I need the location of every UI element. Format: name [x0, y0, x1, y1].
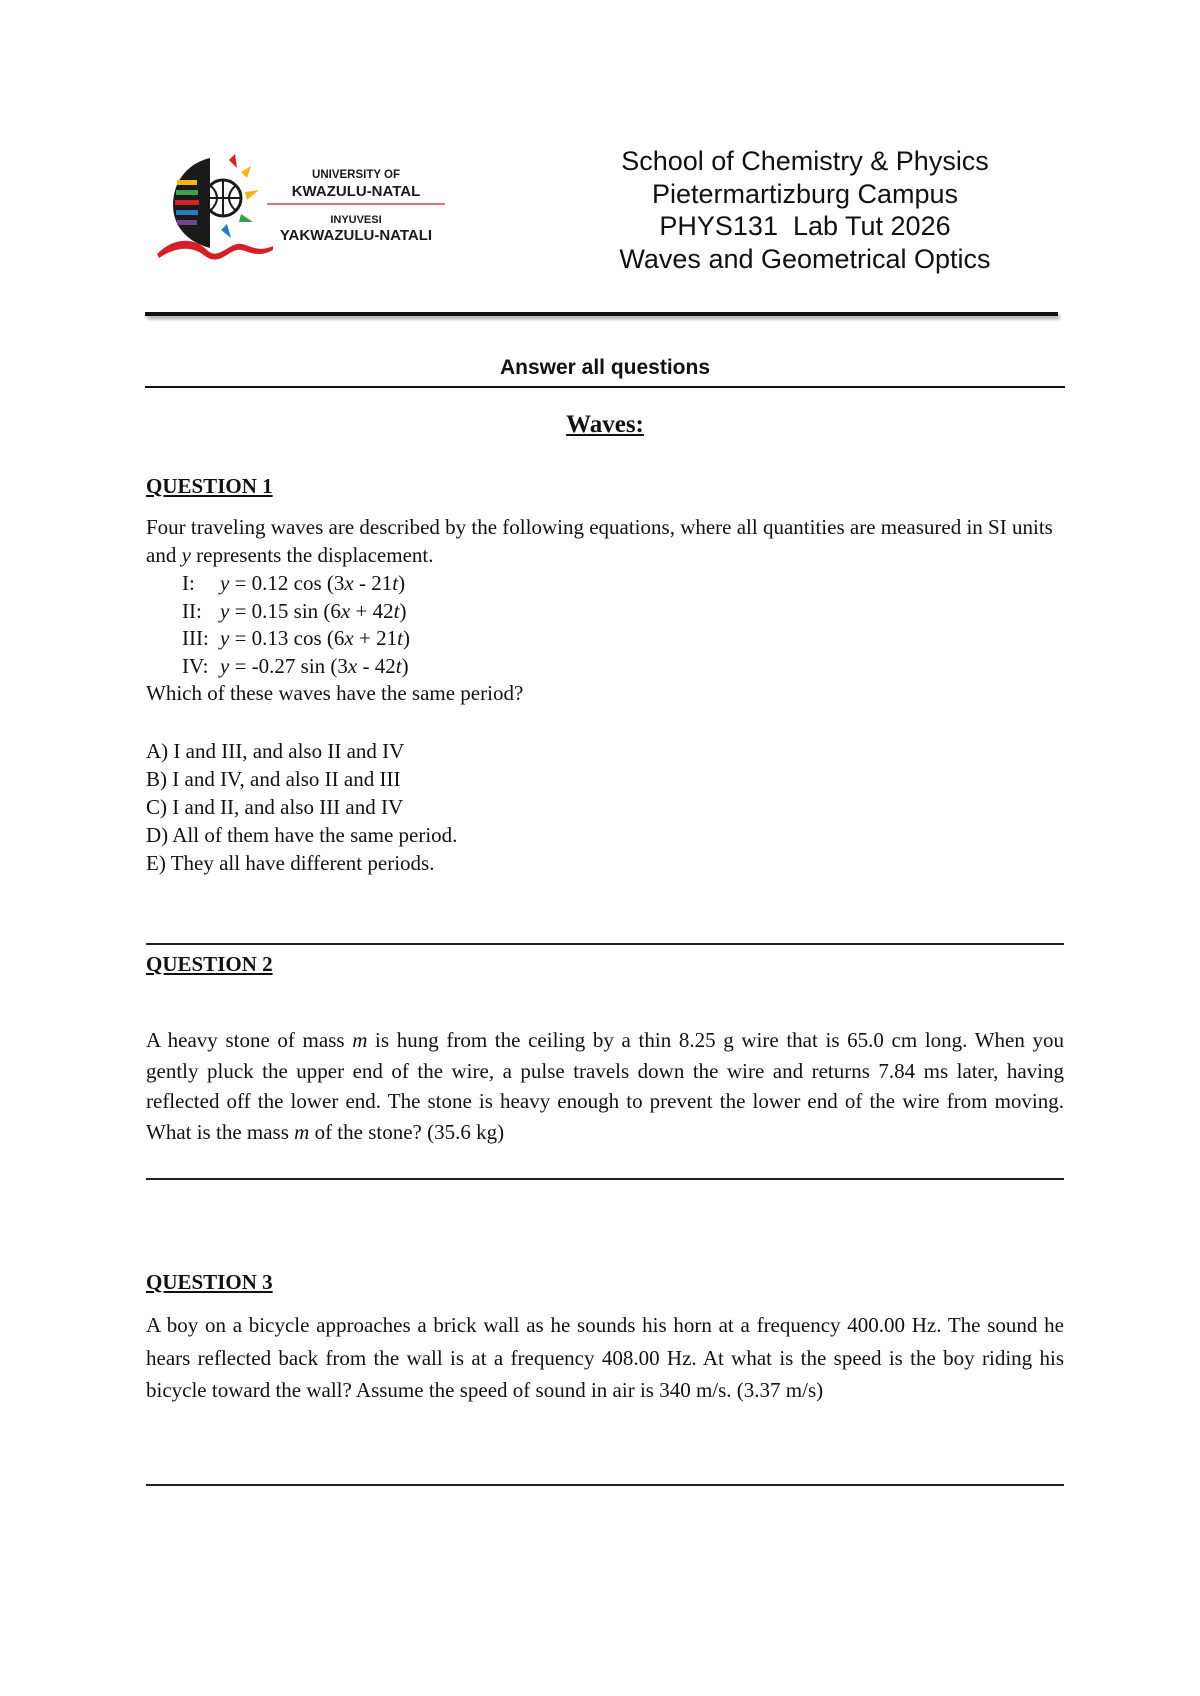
university-logo	[155, 150, 445, 268]
logo-line2: KWAZULU-NATAL	[291, 183, 421, 200]
course-title: PHYS131 Lab Tut 2026	[659, 211, 951, 241]
logo-line1: UNIVERSITY OF	[312, 169, 400, 181]
answer-option: A) I and III, and also II and IV	[146, 739, 405, 763]
section-title: Waves:	[566, 411, 644, 438]
question-2-text: A heavy stone of mass m is hung from the ceiling by a thin 8.25 g wire that is 65.0 cm long. When you gently pluck the upper end of the wire, a pulse travels down the wire and returns 7.84 ms later, having reflected off the lower end. The stone is heavy enough to prevent the lower end of the wire from moving. What is the mass m of the stone? (35.6 kg)	[146, 1028, 1064, 1144]
topic-title: Waves and Geometrical Optics	[619, 243, 991, 274]
logo-bar	[176, 210, 198, 215]
q1-intro-b: represents the displacement.	[190, 543, 434, 567]
instruction-divider	[145, 386, 1065, 388]
question-divider	[146, 943, 1064, 945]
header-divider	[145, 312, 1058, 316]
question-divider	[146, 1484, 1064, 1486]
logo-ray	[221, 224, 231, 238]
question-1-equations	[182, 570, 410, 681]
logo-ray	[229, 154, 237, 168]
logo-line4: YAKWAZULU-NATALI	[279, 227, 433, 244]
answer-option: E) They all have different periods.	[146, 851, 435, 875]
logo-bar	[176, 190, 198, 195]
logo-bar	[177, 220, 197, 225]
logo-ray	[239, 214, 253, 222]
question-1-options	[146, 737, 457, 877]
logo-swoosh	[157, 241, 273, 260]
question-1-intro	[146, 513, 1064, 569]
logo-ray	[241, 166, 251, 178]
instruction-text: Answer all questions	[499, 356, 711, 379]
logo-ray	[245, 190, 259, 200]
answer-option: C) I and II, and also III and IV	[146, 795, 404, 819]
logo-bar	[177, 180, 197, 185]
question-1-prompt: Which of these waves have the same period?	[146, 681, 524, 705]
question-divider	[146, 1178, 1064, 1180]
equation-row: IV: y = -0.27 sin (3x - 42t)	[182, 654, 409, 679]
equation-row: I: y = 0.12 cos (3x - 21t)	[182, 571, 406, 595]
campus-name: Pietermartizburg Campus	[651, 178, 959, 209]
q1-intro-var: y	[181, 543, 191, 567]
question-2-heading: QUESTION 2	[146, 952, 273, 976]
school-name: School of Chemistry & Physics	[621, 146, 989, 176]
equation-row: III: y = 0.13 cos (6x + 21t)	[182, 626, 410, 651]
equation-row: II: y = 0.15 sin (6x + 42t)	[182, 598, 407, 623]
question-3-heading: QUESTION 3	[146, 1270, 273, 1294]
question-3-text: A boy on a bicycle approaches a brick wall as he sounds his horn at a frequency 400.00 Hz. The sound he hears reflected back from the wall is at a frequency 408.00 Hz. At what is the speed is the boy riding his bicycle toward the wall? Assume the speed of sound in air is 340 m/s. (3.37 m/s)	[146, 1313, 1064, 1402]
question-1-heading: QUESTION 1	[146, 474, 273, 498]
q1-intro-a: Four traveling waves are described by the following equations, where all quantities are measured in SI units and	[146, 515, 1053, 567]
answer-option: B) I and IV, and also II and III	[146, 767, 401, 791]
answer-option: D) All of them have the same period.	[146, 823, 458, 847]
logo-line3: INYUVESI	[330, 214, 382, 226]
document-header	[590, 145, 1020, 275]
logo-bar	[175, 200, 199, 205]
